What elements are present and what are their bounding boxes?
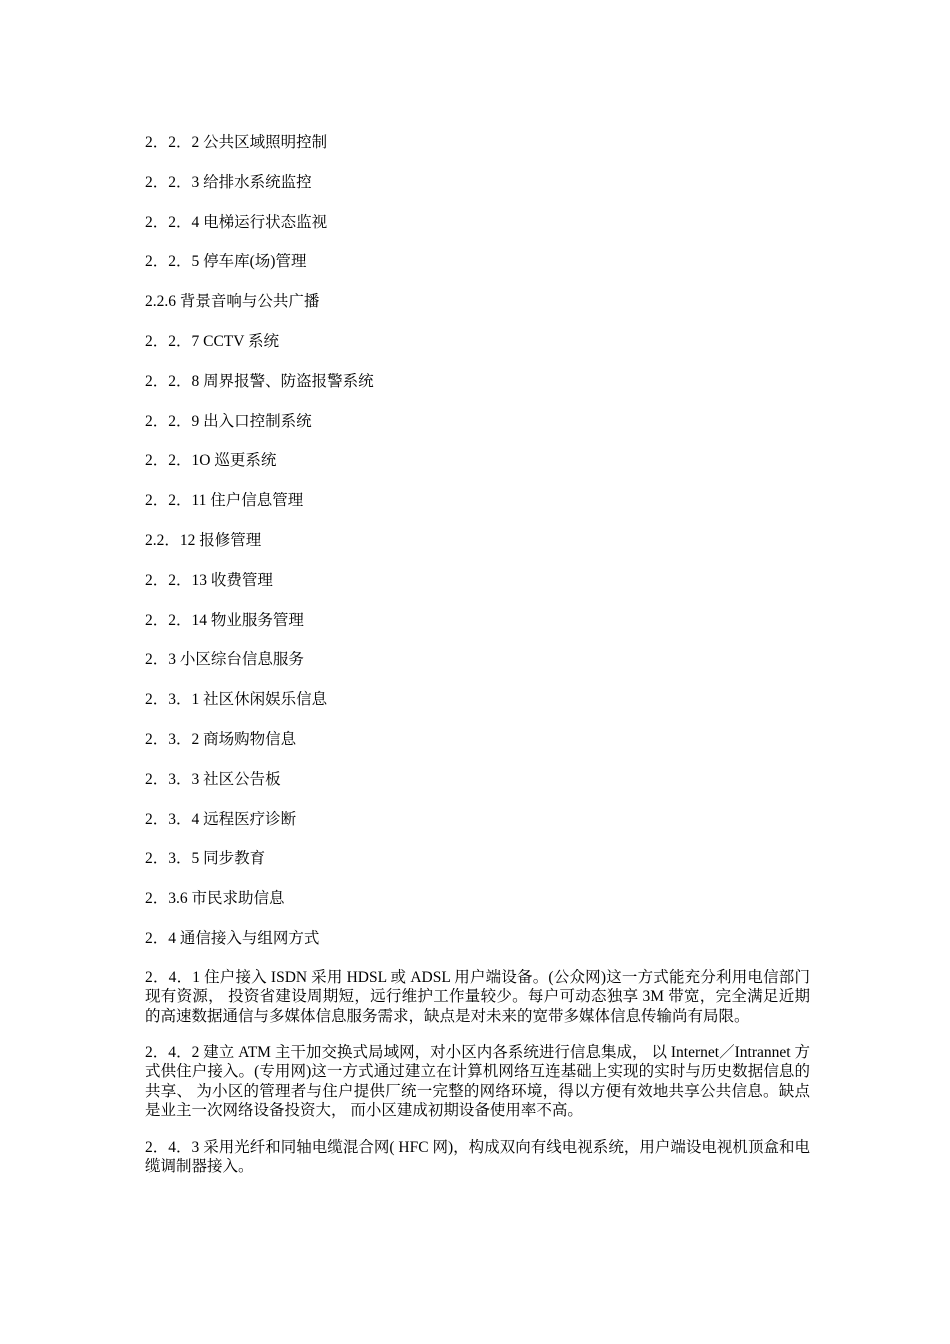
paragraph-2-4-3: 2．4．3 采用光纤和同轴电缆混合网( HFC 网)，构成双向有线电视系统，用户端设电视机顶盒和电缆调制器接入。 [145,1138,810,1175]
paragraph-2-4-1: 2．4．1 住户接入 ISDN 采用 HDSL 或 ADSL 用户端设备。(公众网)这一方式能充分利用电信部门现有资源， 投资省建设周期短，远行维护工作量较少。每户可动态独享 3M 带宽，完全满足近期的高速数据通信与多媒体信息服务需求，缺点是对未来的宽带多媒体信息传输尚有局限。 [145,968,810,1025]
section-heading-2-2-13: 2．2．13 收费管理 [145,571,273,589]
section-heading-2-3-5: 2．3．5 同步教育 [145,850,266,868]
section-heading-2-2-6: 2.2.6 背景音响与公共广播 [145,293,320,311]
section-heading-2-3-6: 2．3.6 市民求助信息 [145,890,285,908]
section-heading-2-3-1: 2．3．1 社区休闲娱乐信息 [145,691,328,709]
section-heading-2-2-14: 2．2．14 物业服务管理 [145,611,304,629]
section-heading-2-2-8: 2．2．8 周界报警、防盗报警系统 [145,372,374,390]
section-heading-2-2-3: 2．2．3 给排水系统监控 [145,173,312,191]
section-heading-2-2-12: 2.2．12 报修管理 [145,531,262,549]
paragraph-2-4-2: 2．4．2 建立 ATM 主干加交换式局域网，对小区内各系统进行信息集成， 以 Internet／Intrannet 方式供住户接入。(专用网)这一方式通过建立在计算机网络互连基础上实现的实时与历史数据信息的共享、 为小区的管理者与住户提供厂统一完整的网络环境，得以方便有效地共享公共信息。缺点是业主一次网络设备投资大， 而小区建成初期设备使用率不高。 [145,1043,810,1120]
section-heading-2-2-2: 2．2．2 公共区域照明控制 [145,134,328,151]
section-heading-2-2-4: 2．2．4 电梯运行状态监视 [145,213,328,231]
document-body [145,132,810,1193]
section-heading-2-2-5: 2．2．5 停车库(场)管理 [145,253,307,271]
section-heading-2-3-3: 2．3．3 社区公告板 [145,770,281,788]
section-heading-2-3: 2．3 小区综台信息服务 [145,651,304,669]
section-heading-2-2-11: 2．2．11 住户信息管理 [145,492,304,510]
section-heading-2-2-10: 2．2．1O 巡更系统 [145,452,277,470]
section-heading-2-3-4: 2．3．4 远程医疗诊断 [145,810,297,828]
section-heading-2-4: 2．4 通信接入与组网方式 [145,929,320,947]
section-heading-2-2-9: 2．2．9 出入口控制系统 [145,412,312,430]
section-heading-2-2-7: 2．2．7 CCTV 系统 [145,332,280,350]
section-heading-2-3-2: 2．3．2 商场购物信息 [145,730,297,748]
